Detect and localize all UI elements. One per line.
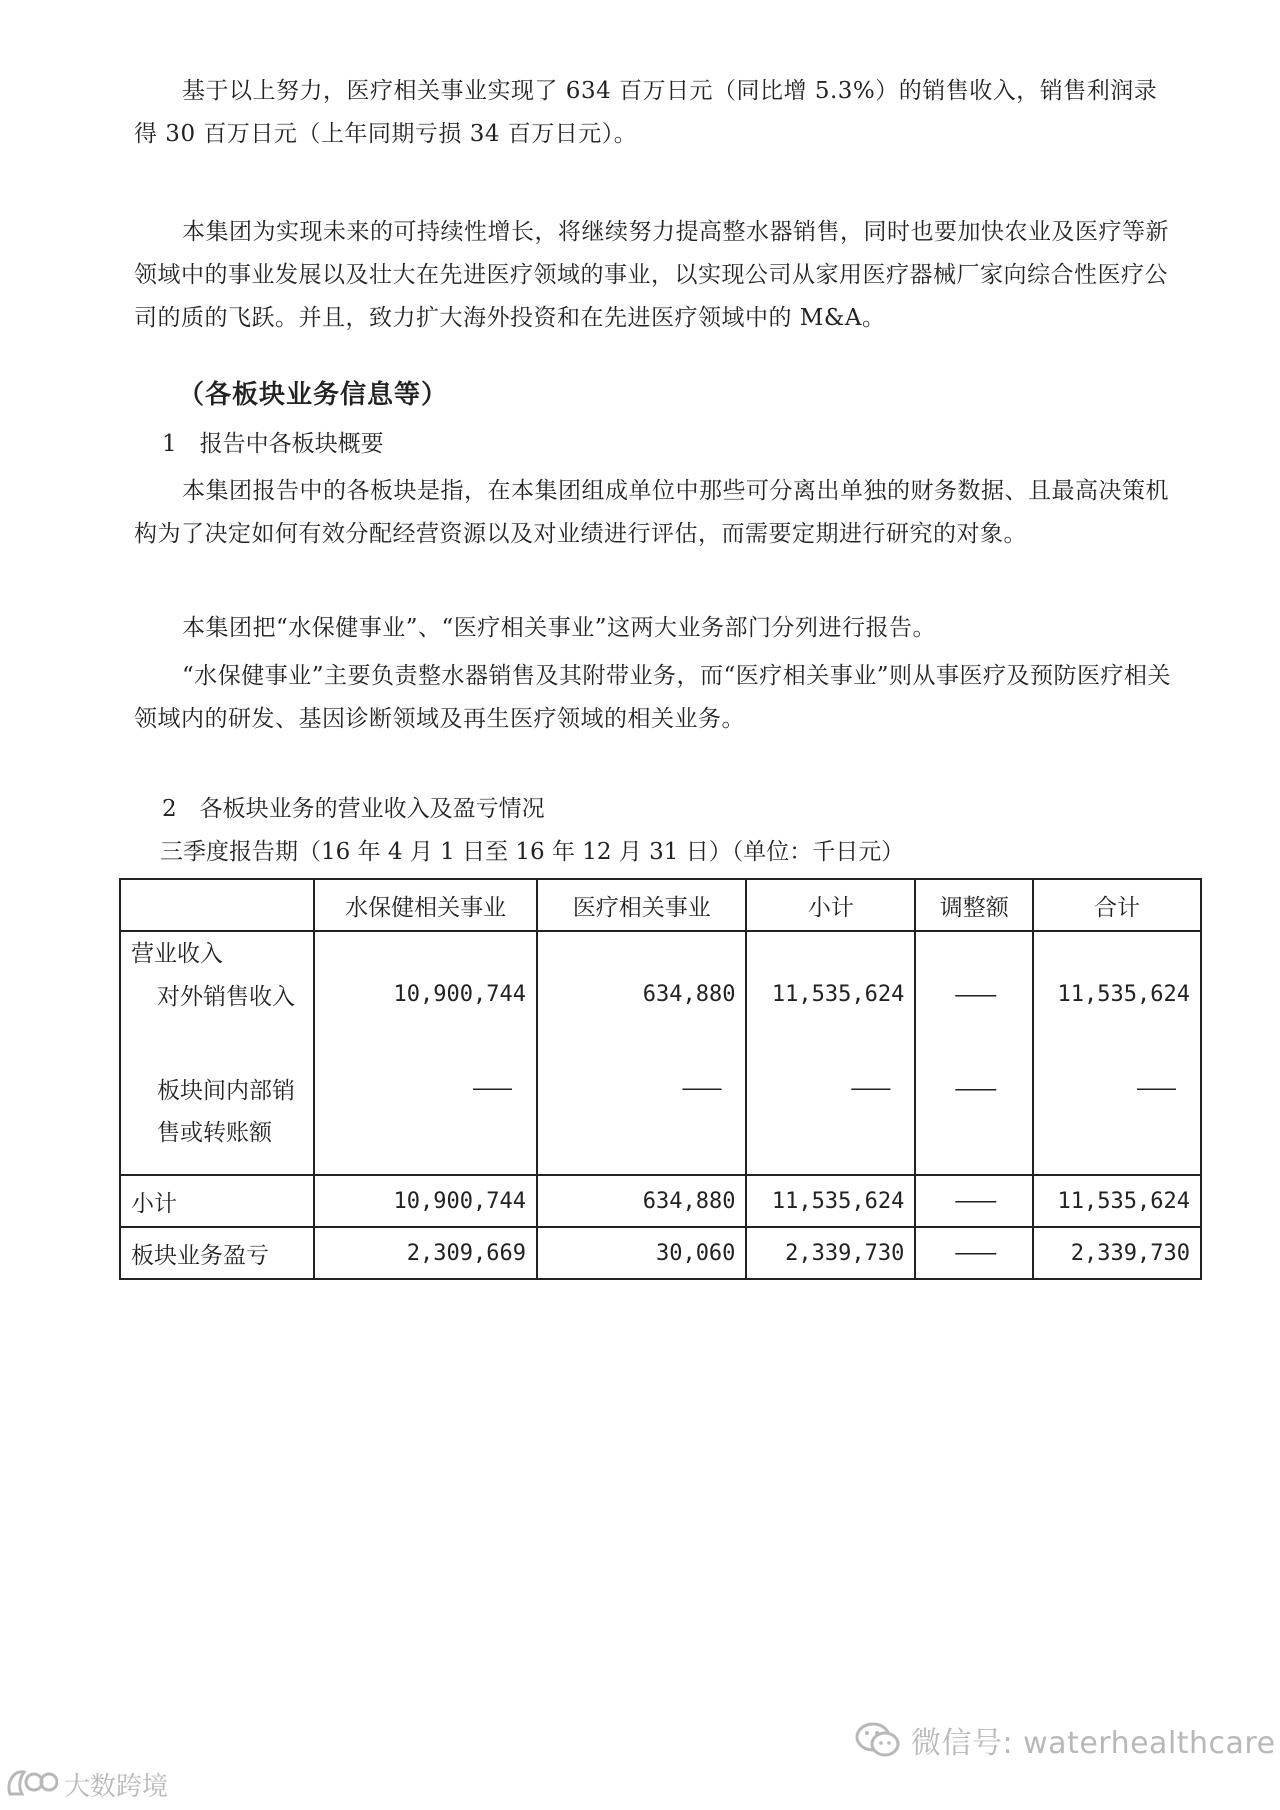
table-header-row — [120, 879, 1201, 931]
cell-value: 2,309,669 — [314, 1227, 537, 1279]
segment-table — [119, 878, 1202, 1280]
cell-value: —— — [746, 1070, 915, 1175]
watermark-text: 微信号: waterhealthcare — [911, 1726, 1276, 1761]
cell-value: 10,900,744 — [314, 976, 537, 1070]
table-header-adjustment: 调整额 — [915, 879, 1033, 931]
paragraph-segment-definition: 本集团报告中的各板块是指，在本集团组成单位中那些可分离出单独的财务数据、且最高决策机构为了决定如何有效分配经营资源以及对业绩进行评估，而需要定期进行研究的对象。 — [134, 478, 1169, 547]
table-header-medical: 医疗相关事业 — [537, 879, 746, 931]
cell-value: 634,880 — [537, 1175, 746, 1227]
table-header-subtotal: 小计 — [746, 879, 915, 931]
row-label-subtotal: 小计 — [120, 1175, 314, 1227]
paragraph-medical-results: 基于以上努力，医疗相关事业实现了 634 百万日元（同比增 5.3%）的销售收入，销售利润录得 30 百万日元（上年同期亏损 34 百万日元）。 — [134, 78, 1158, 147]
period-note: 三季度报告期（16 年 4 月 1 日至 16 年 12 月 31 日）（单位：千日元） — [160, 839, 905, 865]
row-label-revenue: 营业收入 — [120, 931, 314, 976]
table-row-intersegment — [120, 1070, 1201, 1175]
logo-text: 大数跨境 — [64, 1771, 169, 1802]
table-row-subtotal — [120, 1175, 1201, 1227]
cell-value: —— — [915, 1227, 1033, 1279]
table-header-empty — [120, 879, 314, 931]
row-label-segment-profit: 板块业务盈亏 — [120, 1227, 314, 1279]
row-label-intersegment: 板块间内部销售或转账额 — [120, 1070, 314, 1175]
wechat-icon — [855, 1722, 901, 1758]
cell-value: —— — [314, 1070, 537, 1175]
table-row-external-sales — [120, 976, 1201, 1070]
cell-value: —— — [915, 1070, 1033, 1175]
cell-value: 11,535,624 — [1033, 1175, 1201, 1227]
paragraph-segment-description: “水保健事业”主要负责整水器销售及其附带业务，而“医疗相关事业”则从事医疗及预防医疗相关领域内的研发、基因诊断领域及再生医疗领域的相关业务。 — [134, 663, 1172, 732]
cell-value: 30,060 — [537, 1227, 746, 1279]
cell-value: 11,535,624 — [1033, 976, 1201, 1070]
cell-value: —— — [915, 1175, 1033, 1227]
cell-value: 2,339,730 — [746, 1227, 915, 1279]
cell-value: 2,339,730 — [1033, 1227, 1201, 1279]
logo-icon — [4, 1764, 58, 1804]
brand-logo — [4, 1764, 168, 1804]
cell-value: —— — [915, 976, 1033, 1070]
section-heading: （各板块业务信息等） — [178, 380, 449, 410]
table-header-total: 合计 — [1033, 879, 1201, 931]
cell-value: 11,535,624 — [746, 1175, 915, 1227]
subheading-segment-overview: 1 报告中各板块概要 — [162, 431, 384, 457]
table-header-water-health: 水保健相关事业 — [314, 879, 537, 931]
cell-value: 634,880 — [537, 976, 746, 1070]
subheading-segment-revenue: 2 各板块业务的营业收入及盈亏情况 — [162, 796, 545, 822]
cell-value: —— — [1033, 1070, 1201, 1175]
wechat-watermark — [855, 1718, 1276, 1762]
row-label-external-sales: 对外销售收入 — [120, 976, 314, 1070]
cell-value: 10,900,744 — [314, 1175, 537, 1227]
paragraph-segment-list: 本集团把“水保健事业”、“医疗相关事业”这两大业务部门分列进行报告。 — [182, 615, 937, 641]
paragraph-growth-strategy: 本集团为实现未来的可持续性增长，将继续努力提高整水器销售，同时也要加快农业及医疗等新领域中的事业发展以及壮大在先进医疗领域的事业，以实现公司从家用医疗器械厂家向综合性医疗公司的质的飞跃。并且，致力扩大海外投资和在先进医疗领域中的 M&A。 — [134, 219, 1169, 331]
cell-value: —— — [537, 1070, 746, 1175]
cell-value: 11,535,624 — [746, 976, 915, 1070]
table-row-revenue-label — [120, 931, 1201, 976]
table-row-segment-profit — [120, 1227, 1201, 1279]
